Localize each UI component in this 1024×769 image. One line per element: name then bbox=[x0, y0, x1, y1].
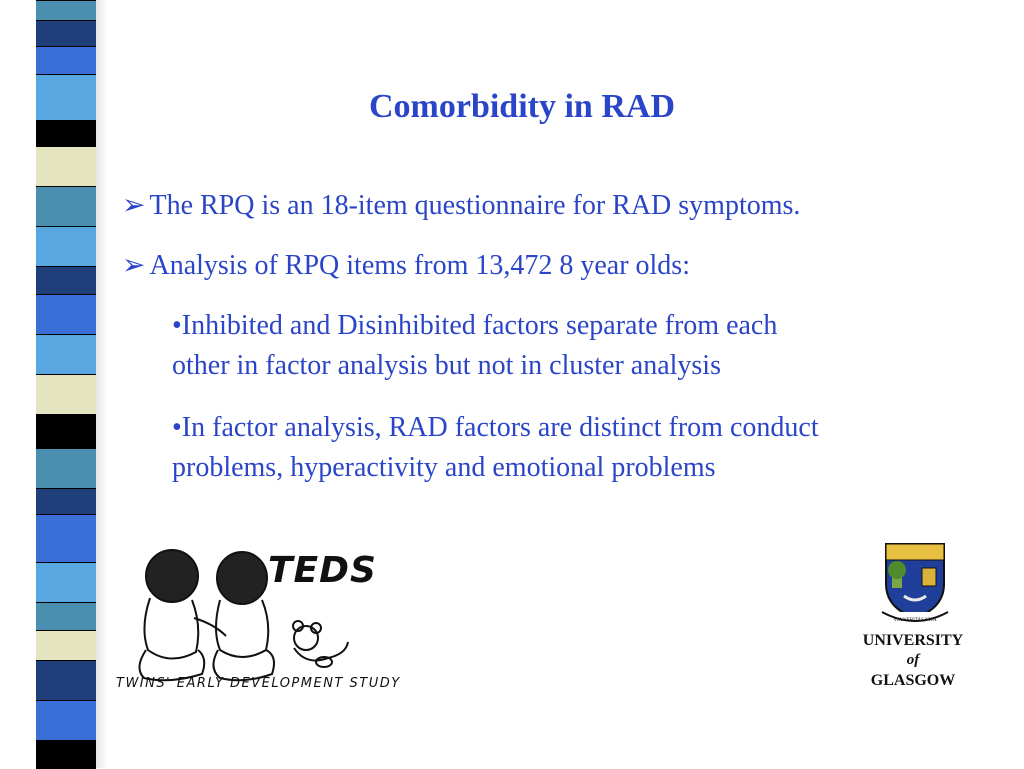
stripe bbox=[36, 46, 96, 75]
stripe bbox=[36, 334, 96, 375]
subbullet-2-line-1: •In factor analysis, RAD factors are distinct from conduct bbox=[172, 412, 819, 443]
subbullet-2-line-2: problems, hyperactivity and emotional problems bbox=[172, 452, 716, 483]
subbullet-1-line-1: •Inhibited and Disinhibited factors separate from each bbox=[172, 310, 778, 341]
stripe bbox=[36, 514, 96, 563]
stripe bbox=[36, 602, 96, 631]
stripe bbox=[36, 630, 96, 661]
stripe bbox=[36, 740, 96, 769]
glasgow-line-2: of bbox=[906, 652, 920, 668]
bullet-2-text: Analysis of RPQ items from 13,472 8 year olds: bbox=[149, 250, 690, 281]
stripe bbox=[36, 266, 96, 295]
glasgow-line-3: GLASGOW bbox=[870, 672, 956, 689]
stripe bbox=[36, 700, 96, 741]
stripe bbox=[36, 488, 96, 515]
bullet-1 bbox=[122, 186, 800, 226]
stripe bbox=[36, 20, 96, 47]
stripe bbox=[36, 562, 96, 603]
slide-title: Comorbidity in RAD bbox=[368, 88, 676, 125]
stripe bbox=[36, 374, 96, 415]
stripe bbox=[36, 660, 96, 701]
teds-caption: TWINS' EARLY DEVELOPMENT STUDY bbox=[116, 676, 401, 691]
stripe bbox=[36, 186, 96, 227]
stripe bbox=[36, 294, 96, 335]
glasgow-crest-icon bbox=[878, 542, 952, 622]
bullet-2 bbox=[122, 246, 690, 286]
arrow-bullet-icon: ➢ bbox=[122, 190, 146, 221]
glasgow-motto: VIA VERITAS VITA bbox=[893, 618, 937, 622]
teds-logo-text: TEDS bbox=[268, 550, 377, 591]
stripe bbox=[36, 226, 96, 267]
arrow-bullet-icon: ➢ bbox=[122, 250, 146, 281]
subbullet-1-line-2: other in factor analysis but not in cluster analysis bbox=[172, 350, 721, 381]
stripe bbox=[36, 0, 96, 21]
stripe bbox=[36, 146, 96, 187]
stripe bbox=[36, 448, 96, 489]
stripe bbox=[36, 414, 96, 449]
bullet-1-text: The RPQ is an 18-item questionnaire for RAD symptoms. bbox=[149, 190, 801, 221]
glasgow-line-1: UNIVERSITY bbox=[862, 632, 964, 649]
